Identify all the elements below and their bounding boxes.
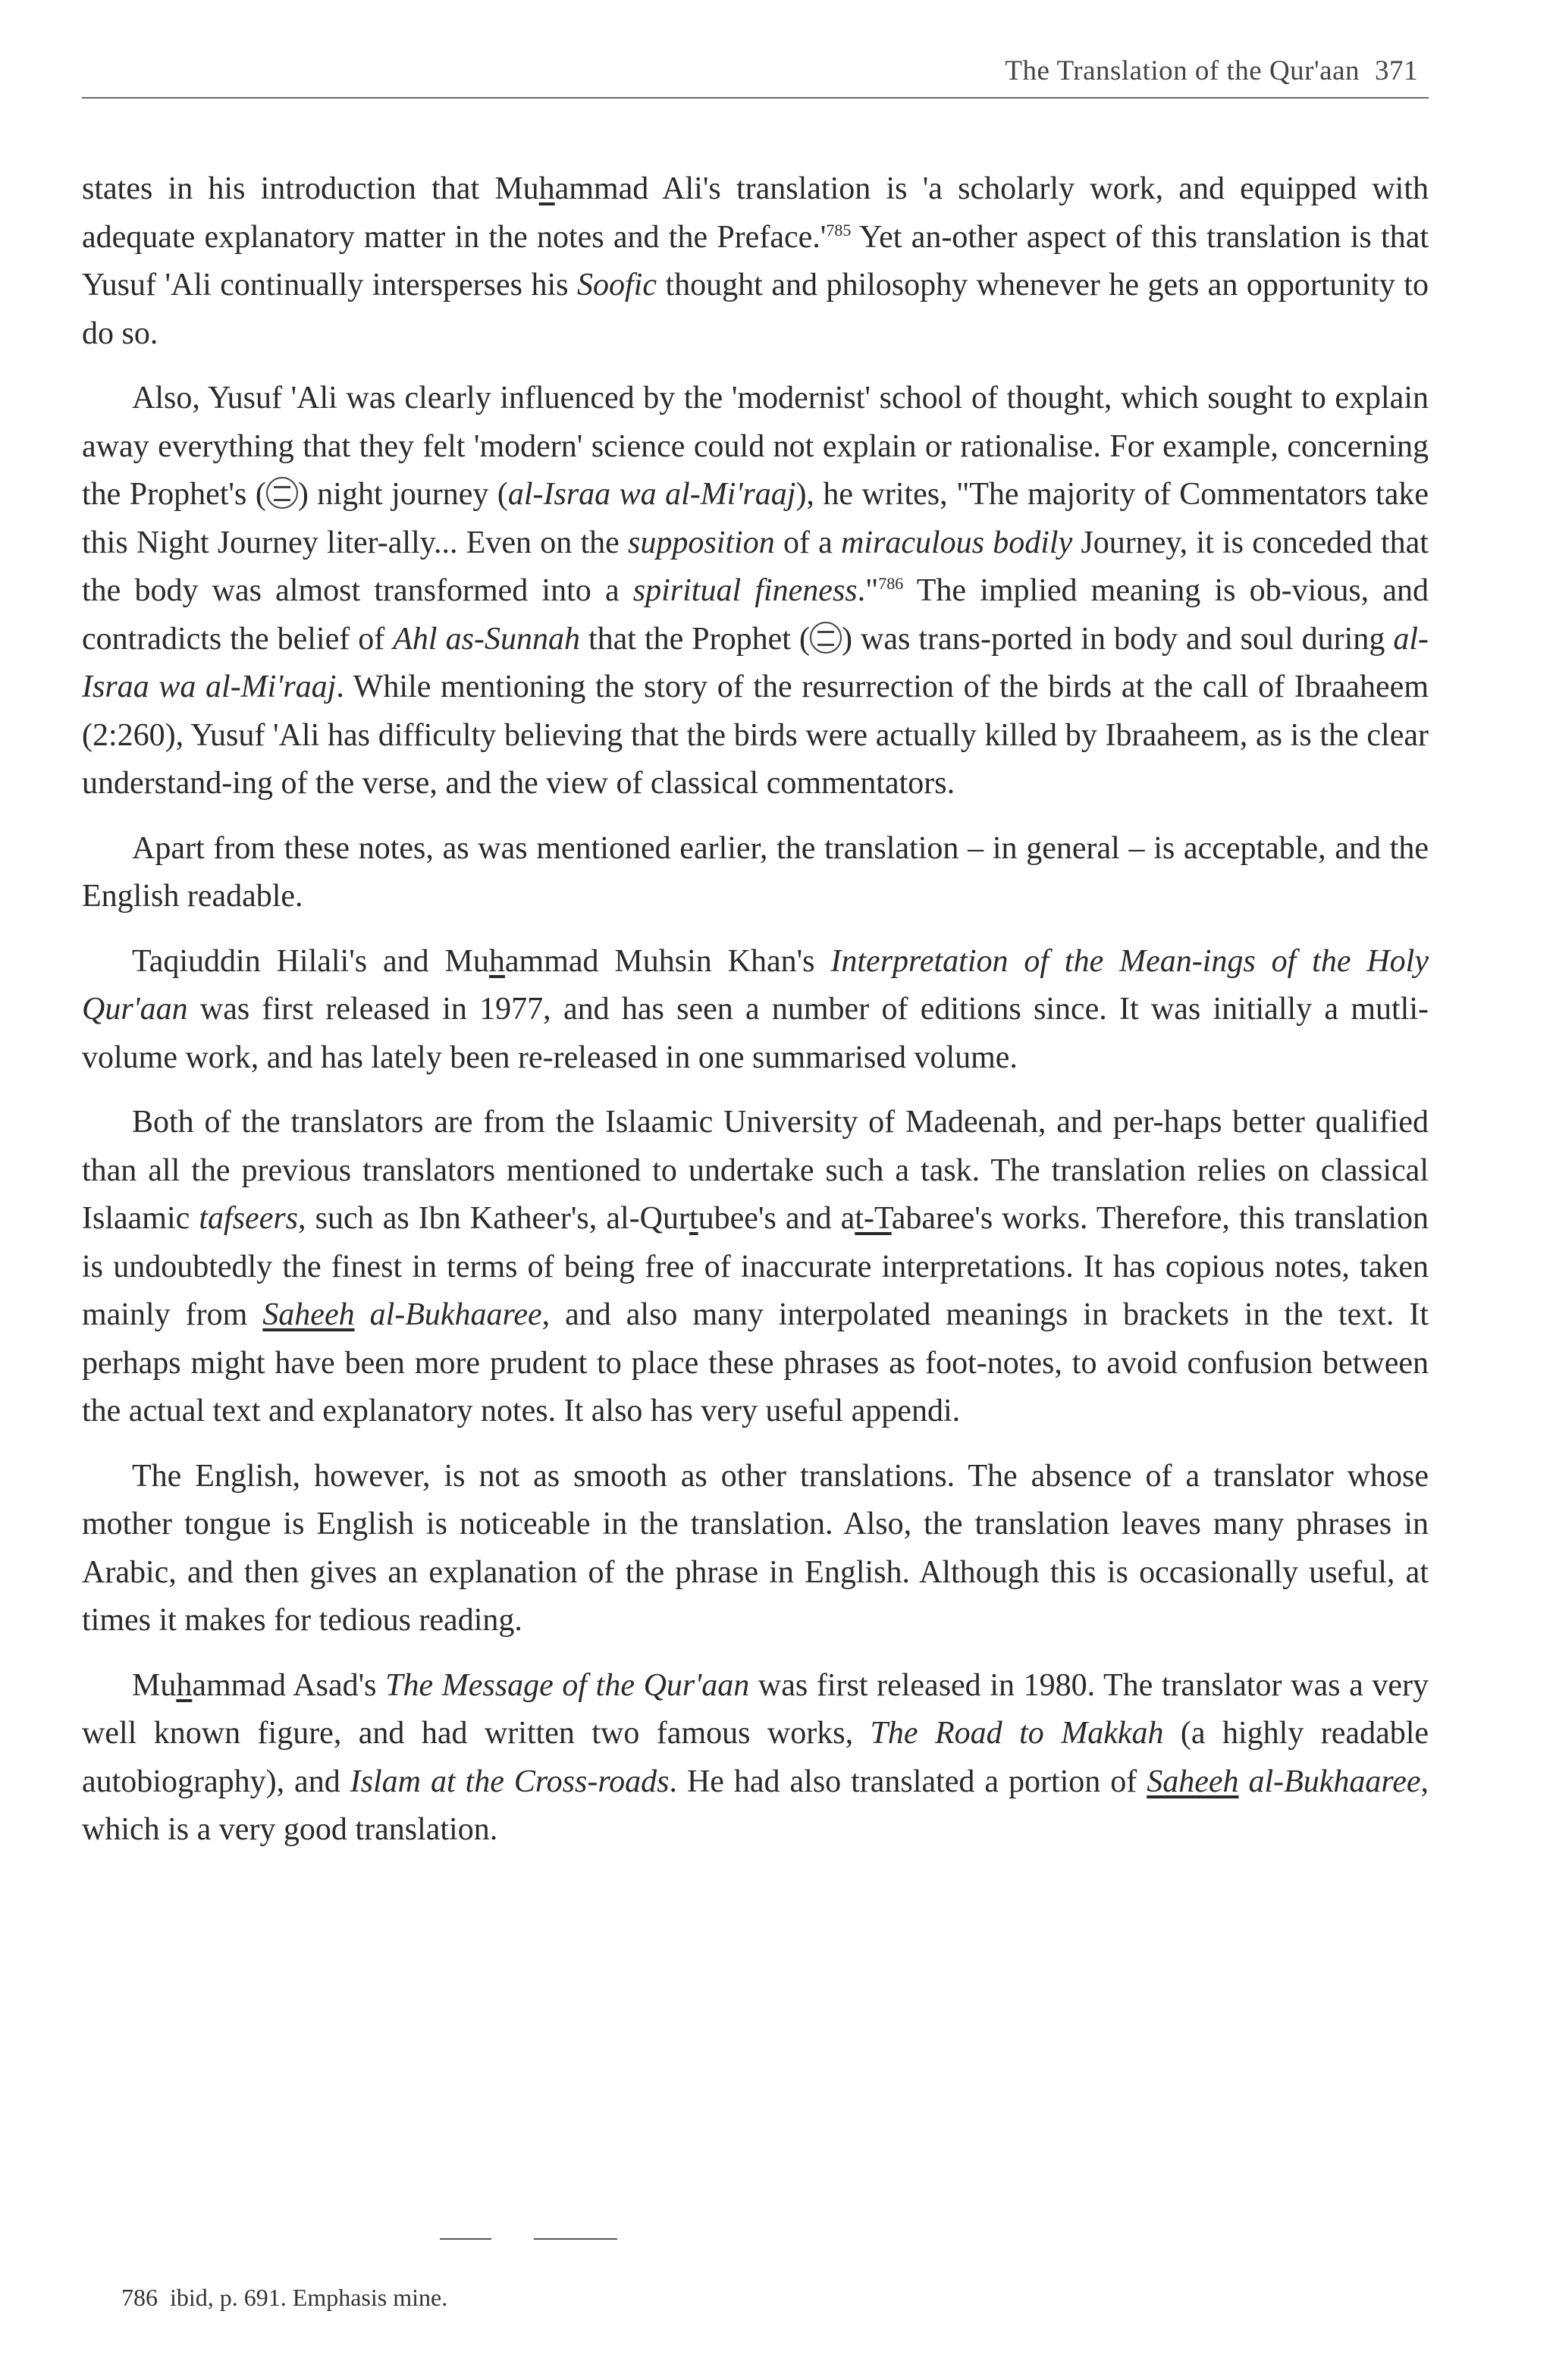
text-run: states in his introduction that Mu	[82, 171, 539, 206]
underlined-letter: t	[689, 1201, 698, 1236]
text-run: Journey, it is conceded that the body was almost transformed into a	[82, 525, 1429, 608]
paragraph-4	[82, 938, 1429, 1083]
honorific-icon	[266, 477, 298, 509]
running-title: The Translation of the Qur'aan	[1005, 55, 1360, 86]
text-run: thought and philosophy whenever he gets an opportunity to do so.	[82, 268, 1429, 351]
italic-term: Ahl as-Sunnah	[393, 621, 580, 657]
italic-underlined-term: Saheeh	[262, 1297, 355, 1332]
italic-term: al-Bukhaaree	[1238, 1764, 1421, 1799]
italic-underlined-term: Saheeh	[1147, 1764, 1239, 1799]
running-head	[1005, 49, 1418, 94]
italic-book-title: Interpretation of the Mean-ings of the Holy Qur'aan	[82, 943, 1429, 1027]
text-run: Both of the translators are from the Islaamic University of Madeenah, and per-haps better qualified than all the previous translators mentioned to undertake such a task. The translation relies on classical Islaamic	[82, 1105, 1429, 1236]
text-run: , and also many interpolated meanings in brackets in the text. It perhaps might have been more prudent to place these phrases as foot-notes, to avoid confusion between the actual text and explanatory notes. It also has very useful appendi.	[82, 1297, 1429, 1428]
text-run: , such as Ibn Katheer's, al-Qur	[298, 1201, 689, 1236]
text-run: (a highly readable autobiography), and	[82, 1716, 1429, 1799]
page-header	[82, 49, 1429, 99]
italic-term: supposition	[628, 525, 775, 560]
honorific-icon	[810, 622, 842, 654]
text-run: ) was trans-ported in body and soul during	[841, 621, 1394, 657]
italic-term: al-Bukhaaree	[354, 1297, 542, 1332]
italic-book-title: Islam at the Cross-roads	[350, 1764, 670, 1799]
footnote-786	[121, 2282, 447, 2313]
text-run: Taqiuddin Hilali's and Mu	[132, 943, 489, 979]
underlined-letter: t-T	[855, 1201, 892, 1236]
paragraph-6: The English, however, is not as smooth as other translations. The absence of a translator whose mother tongue is English is noticeable in the translation. Also, the translation leaves many phrases in Arabic, and then gives an explanation of the phrase in English. Although this is occasionally useful, at times it makes for tedious reading.	[82, 1458, 1429, 1638]
text-run: was first released in 1977, and has seen a number of editions since. It was initially a mutli-volume work, and has lately been re-released in one summarised volume.	[82, 992, 1429, 1075]
footnote-ref-785: 785	[826, 220, 852, 240]
underlined-letter: h	[488, 943, 505, 979]
text-run: ubee's and a	[698, 1201, 855, 1236]
italic-term: al-Israa wa al-Mi'raaj	[82, 621, 1429, 704]
text-run: was first released in 1980. The translator was a very well known figure, and had written two famous works,	[82, 1667, 1429, 1751]
text-run: ."	[857, 573, 879, 608]
text-run: abaree's works. Therefore, this translation is undoubtedly the finest in terms of being free of inaccurate interpretations. It has copious notes, taken mainly from	[82, 1201, 1429, 1332]
text-run: ammad Asad's	[192, 1667, 386, 1703]
text-run: Also, Yusuf 'Ali was clearly influenced by the 'modernist' school of thought, which sought to explain away everything that they felt 'modern' science could not explain or rationalise. For example, concerning the Prophet's (	[82, 381, 1429, 512]
text-run: . While mentioning the story of the resurrection of the birds at the call of Ibraaheem (2:260), Yusuf 'Ali has difficulty believing that the birds were actually killed by Ibraaheem, as is the clear understand-ing of the verse, and the view of classical commentators.	[82, 669, 1429, 801]
paragraph-2	[82, 375, 1429, 808]
paragraph-5	[82, 1099, 1429, 1436]
text-run: that the Prophet (	[579, 621, 810, 657]
italic-term: miraculous bodily	[841, 525, 1073, 560]
italic-term: Soofic	[577, 268, 657, 303]
text-run: ) night journey (	[297, 477, 508, 512]
text-run: ammad Muhsin Khan's	[504, 943, 831, 979]
text-run: Yet an-other aspect of this translation is that Yusuf 'Ali continually intersperses his	[82, 219, 1429, 303]
body-text	[82, 165, 1429, 1871]
text-run: of a	[774, 525, 842, 560]
italic-term: al-Israa wa al-Mi'raaj	[507, 477, 796, 512]
footnote-divider	[440, 2238, 491, 2240]
footnote-divider	[534, 2238, 617, 2240]
footnote-text: ibid, p. 691. Emphasis mine.	[170, 2284, 448, 2311]
paragraph-3: Apart from these notes, as was mentioned earlier, the translation – in general – is acceptable, and the English readable.	[82, 830, 1429, 914]
text-run: The implied meaning is ob-vious, and contradicts the belief of	[82, 573, 1429, 657]
text-run: Mu	[132, 1667, 177, 1703]
text-run: , which is a very good translation.	[82, 1764, 1429, 1847]
paragraph-1	[82, 165, 1429, 358]
underlined-letter: h	[176, 1667, 193, 1703]
underlined-letter: h	[538, 171, 555, 206]
paragraph-7	[82, 1662, 1429, 1855]
italic-book-title: The Message of the Qur'aan	[385, 1667, 750, 1703]
text-run: ammad Ali's translation is 'a scholarly work, and equipped with adequate explanatory matter in the notes and the Preface.'	[82, 171, 1429, 255]
italic-book-title: The Road to Makkah	[870, 1716, 1164, 1751]
page-number: 371	[1375, 55, 1418, 86]
text-run: . He had also translated a portion of	[669, 1764, 1147, 1799]
footnote-ref-786: 786	[878, 574, 904, 593]
footnote-number: 786	[121, 2284, 158, 2311]
italic-term: spiritual fineness	[632, 573, 858, 608]
text-run: ), he writes, "The majority of Commentators take this Night Journey liter-ally... Even on the	[82, 477, 1429, 560]
italic-term: tafseers	[199, 1201, 299, 1236]
